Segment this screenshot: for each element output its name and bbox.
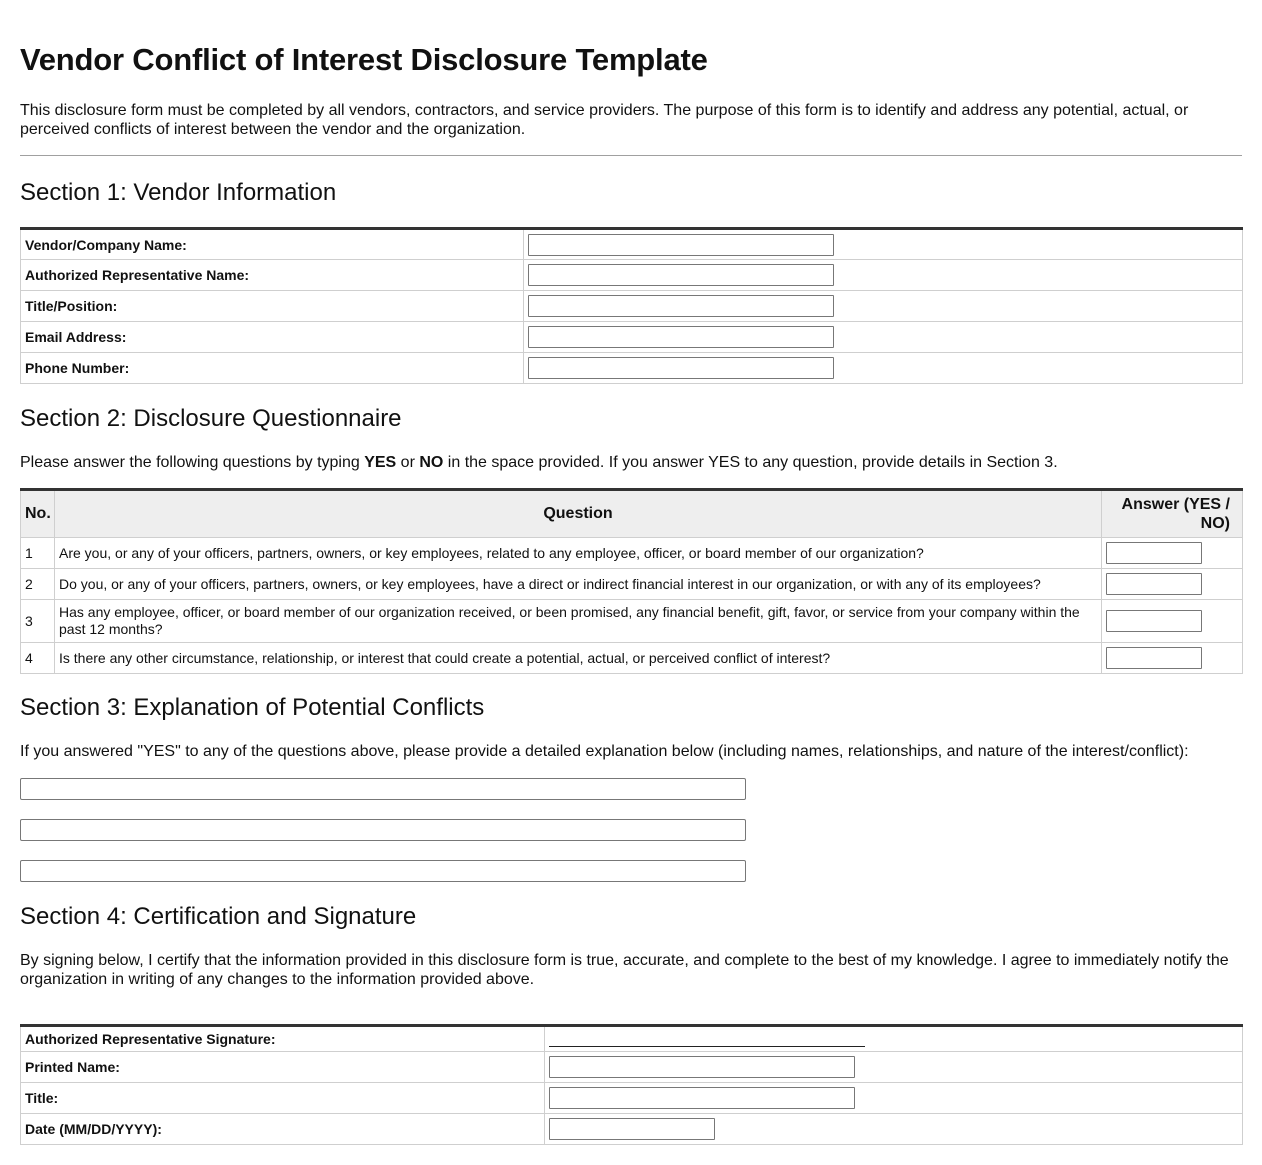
no-keyword: NO bbox=[419, 454, 444, 471]
question-text: Has any employee, officer, or board member of our organization received, or been promised, any financial benefit, gift, favor, or service from your company within the past 12 months? bbox=[55, 600, 1102, 643]
question-row bbox=[21, 643, 1243, 674]
signature-table bbox=[20, 1024, 1243, 1145]
title-position-row bbox=[21, 291, 1243, 322]
certification-statement: By signing below, I certify that the information provided in this disclosure form is true, accurate, and complete to the best of my knowledge. I agree to immediately notify the organization in writing of any changes to the information provided above. bbox=[20, 952, 1229, 988]
signature-line[interactable] bbox=[549, 1032, 865, 1047]
vendor-name-label: Vendor/Company Name: bbox=[21, 229, 524, 260]
question-row bbox=[21, 600, 1243, 643]
section3-heading: Section 3: Explanation of Potential Conflicts bbox=[20, 694, 485, 721]
printed-name-input[interactable] bbox=[549, 1056, 855, 1078]
vendor-name-row bbox=[21, 229, 1243, 260]
vendor-info-table bbox=[20, 227, 1243, 384]
vendor-name-input[interactable] bbox=[528, 234, 834, 256]
question-row bbox=[21, 569, 1243, 600]
rep-name-label: Authorized Representative Name: bbox=[21, 260, 524, 291]
answer-input-4[interactable] bbox=[1106, 647, 1202, 669]
title-label: Title: bbox=[21, 1083, 545, 1114]
email-row bbox=[21, 322, 1243, 353]
question-text: Are you, or any of your officers, partners, owners, or key employees, related to any employee, officer, or board member of our organization? bbox=[55, 538, 1102, 569]
phone-input[interactable] bbox=[528, 357, 834, 379]
explanation-line-2[interactable] bbox=[20, 819, 746, 841]
phone-label: Phone Number: bbox=[21, 353, 524, 384]
explanation-line-1[interactable] bbox=[20, 778, 746, 800]
questionnaire-header-row bbox=[21, 490, 1243, 538]
printed-name-label: Printed Name: bbox=[21, 1052, 545, 1083]
question-number: 3 bbox=[21, 600, 55, 643]
header-no: No. bbox=[21, 490, 55, 538]
printed-name-row bbox=[21, 1052, 1243, 1083]
section4-heading: Section 4: Certification and Signature bbox=[20, 903, 417, 930]
yes-keyword: YES bbox=[364, 454, 397, 471]
header-answer: Answer (YES / NO) bbox=[1102, 490, 1243, 538]
page-title: Vendor Conflict of Interest Disclosure Template bbox=[20, 42, 708, 77]
explanation-line-3[interactable] bbox=[20, 860, 746, 882]
section3-instructions: If you answered "YES" to any of the questions above, please provide a detailed explanation below (including names, relationships, and nature of the interest/conflict): bbox=[20, 743, 1189, 760]
title-row bbox=[21, 1083, 1243, 1114]
answer-input-1[interactable] bbox=[1106, 542, 1202, 564]
email-input[interactable] bbox=[528, 326, 834, 348]
section1-heading: Section 1: Vendor Information bbox=[20, 179, 337, 206]
date-label: Date (MM/DD/YYYY): bbox=[21, 1114, 545, 1145]
divider bbox=[20, 155, 1242, 156]
title-input[interactable] bbox=[549, 1087, 855, 1109]
answer-input-3[interactable] bbox=[1106, 610, 1202, 632]
title-position-label: Title/Position: bbox=[21, 291, 524, 322]
date-row bbox=[21, 1114, 1243, 1145]
question-number: 1 bbox=[21, 538, 55, 569]
header-question: Question bbox=[55, 490, 1102, 538]
question-text: Do you, or any of your officers, partners, owners, or key employees, have a direct or indirect financial interest in our organization, or with any of its employees? bbox=[55, 569, 1102, 600]
question-number: 4 bbox=[21, 643, 55, 674]
question-row bbox=[21, 538, 1243, 569]
email-label: Email Address: bbox=[21, 322, 524, 353]
answer-input-2[interactable] bbox=[1106, 573, 1202, 595]
signature-label: Authorized Representative Signature: bbox=[21, 1026, 545, 1052]
question-number: 2 bbox=[21, 569, 55, 600]
signature-row bbox=[21, 1026, 1243, 1052]
rep-name-row bbox=[21, 260, 1243, 291]
section2-instructions: Please answer the following questions by typing YES or NO in the space provided. If you answer YES to any question, provide details in Section 3. bbox=[20, 454, 1058, 471]
phone-row bbox=[21, 353, 1243, 384]
intro-text: This disclosure form must be completed by all vendors, contractors, and service providers. The purpose of this form is to identify and address any potential, actual, or perceived conflicts of interest between the vendor and the organization. bbox=[20, 102, 1189, 138]
section2-heading: Section 2: Disclosure Questionnaire bbox=[20, 405, 402, 432]
question-text: Is there any other circumstance, relationship, or interest that could create a potential, actual, or perceived conflict of interest? bbox=[55, 643, 1102, 674]
questionnaire-table bbox=[20, 488, 1243, 674]
rep-name-input[interactable] bbox=[528, 264, 834, 286]
date-input[interactable] bbox=[549, 1118, 715, 1140]
title-position-input[interactable] bbox=[528, 295, 834, 317]
